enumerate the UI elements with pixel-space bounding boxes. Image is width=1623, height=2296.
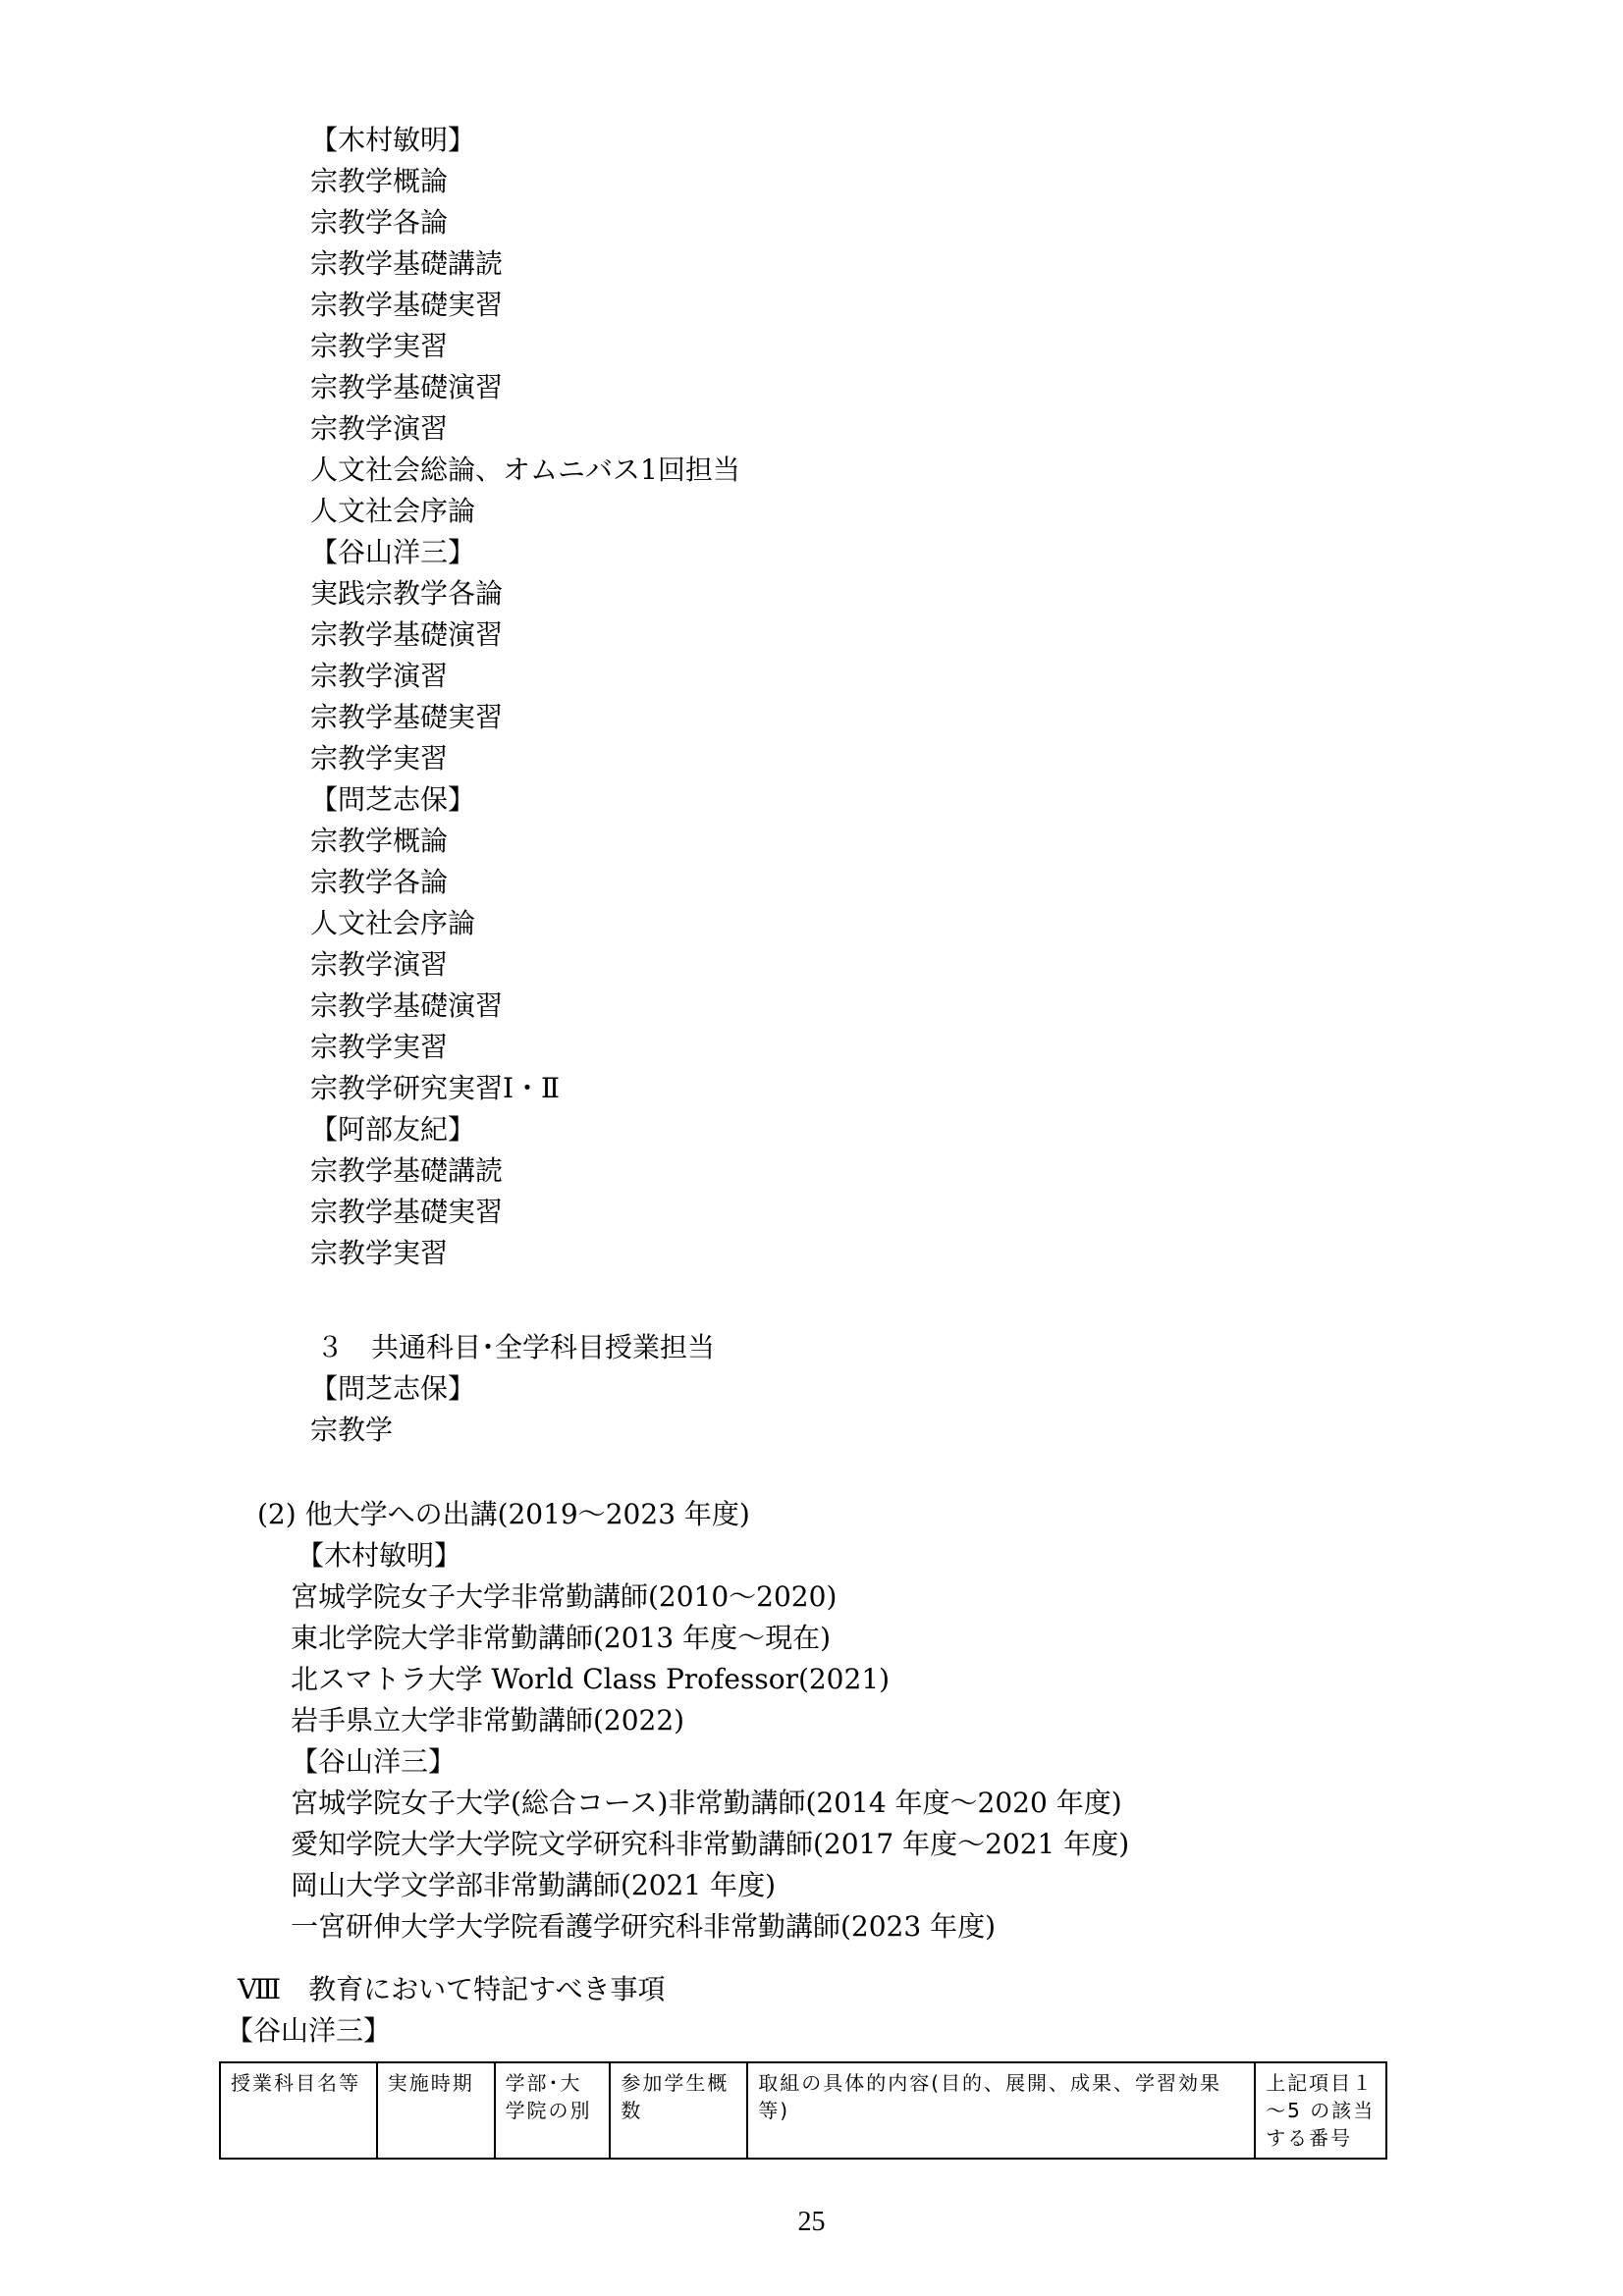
course-item: 宗教学基礎実習 <box>310 289 504 321</box>
appointment-item: 宮城学院女子大学非常勤講師(2010～2020) <box>291 1580 838 1613</box>
appointment-item: 愛知学院大学大学院文学研究科非常勤講師(2017 年度～2021 年度) <box>291 1828 1130 1860</box>
course-item: 実践宗教学各論 <box>310 577 504 610</box>
course-item: 宗教学実習 <box>310 742 449 774</box>
course-item: 人文社会序論 <box>310 495 476 527</box>
course-item: 宗教学基礎実習 <box>310 1196 504 1228</box>
course-item: 宗教学基礎演習 <box>310 618 504 651</box>
section-title: ３ 共通科目･全学科目授業担当 <box>316 1331 716 1363</box>
toishiba-heading: 【問芝志保】 <box>310 783 476 816</box>
appointment-item: 宮城学院女子大学(総合コース)非常勤講師(2014 年度～2020 年度) <box>291 1787 1122 1819</box>
table-header-cell: 学部･大学院の別 <box>495 2062 611 2159</box>
taniyama-heading: 【谷山洋三】 <box>226 2014 392 2047</box>
course-item: 宗教学 <box>310 1414 394 1446</box>
special-items-table <box>219 2061 1387 2160</box>
appointment-item: 東北学院大学非常勤講師(2013 年度～現在) <box>291 1622 832 1654</box>
course-item: 宗教学概論 <box>310 165 449 197</box>
table-header-cell: 上記項目１～5 の該当する番号 <box>1255 2062 1386 2159</box>
abe-heading: 【阿部友紀】 <box>310 1113 476 1146</box>
appointment-item: 岩手県立大学非常勤講師(2022) <box>291 1704 685 1736</box>
course-item: 宗教学概論 <box>310 825 449 857</box>
common-subjects-block <box>310 1327 715 1451</box>
table-header-row <box>220 2062 1386 2159</box>
section-title: (2) 他大学への出講(2019～2023 年度) <box>257 1498 750 1530</box>
course-item: 宗教学各論 <box>310 866 449 898</box>
course-item: 宗教学実習 <box>310 1237 449 1269</box>
kimura-heading: 【木村敏明】 <box>297 1539 462 1572</box>
toishiba-heading: 【問芝志保】 <box>310 1372 476 1405</box>
course-item: 宗教学基礎演習 <box>310 989 504 1022</box>
table-header-cell: 授業科目名等 <box>220 2062 377 2159</box>
course-item: 宗教学演習 <box>310 412 449 445</box>
taniyama-heading: 【谷山洋三】 <box>310 536 476 568</box>
course-item: 人文社会序論 <box>310 907 476 939</box>
section-title: Ⅷ 教育において特記すべき事項 <box>238 1973 666 2005</box>
course-item: 宗教学基礎演習 <box>310 371 504 403</box>
course-item: 宗教学演習 <box>310 948 449 981</box>
other-univ-block <box>291 1535 1129 1948</box>
course-item: 宗教学実習 <box>310 330 449 362</box>
table-header-cell: 参加学生概数 <box>610 2062 747 2159</box>
appointment-item: 北スマトラ大学 World Class Professor(2021) <box>291 1663 891 1695</box>
table-header-cell: 取組の具体的内容(目的、展開、成果、学習効果等) <box>747 2062 1255 2159</box>
appointment-item: 一宮研伸大学大学院看護学研究科非常勤講師(2023 年度) <box>291 1910 997 1943</box>
table-header-cell: 実施時期 <box>377 2062 495 2159</box>
page-number: 25 <box>797 2207 826 2237</box>
course-item: 人文社会総論、オムニバス1回担当 <box>310 454 740 486</box>
course-item: 宗教学各論 <box>310 206 449 239</box>
course-item: 宗教学研究実習Ⅰ・Ⅱ <box>310 1072 561 1104</box>
course-item: 宗教学基礎実習 <box>310 701 504 733</box>
course-item: 宗教学基礎講読 <box>310 247 504 280</box>
taniyama-heading: 【谷山洋三】 <box>291 1745 457 1778</box>
course-item: 宗教学基礎講読 <box>310 1154 504 1187</box>
appointment-item: 岡山大学文学部非常勤講師(2021 年度) <box>291 1869 777 1901</box>
course-item: 宗教学演習 <box>310 660 449 692</box>
course-item: 宗教学実習 <box>310 1031 449 1063</box>
kimura-heading: 【木村敏明】 <box>310 124 476 156</box>
course-list-block <box>310 120 740 1274</box>
